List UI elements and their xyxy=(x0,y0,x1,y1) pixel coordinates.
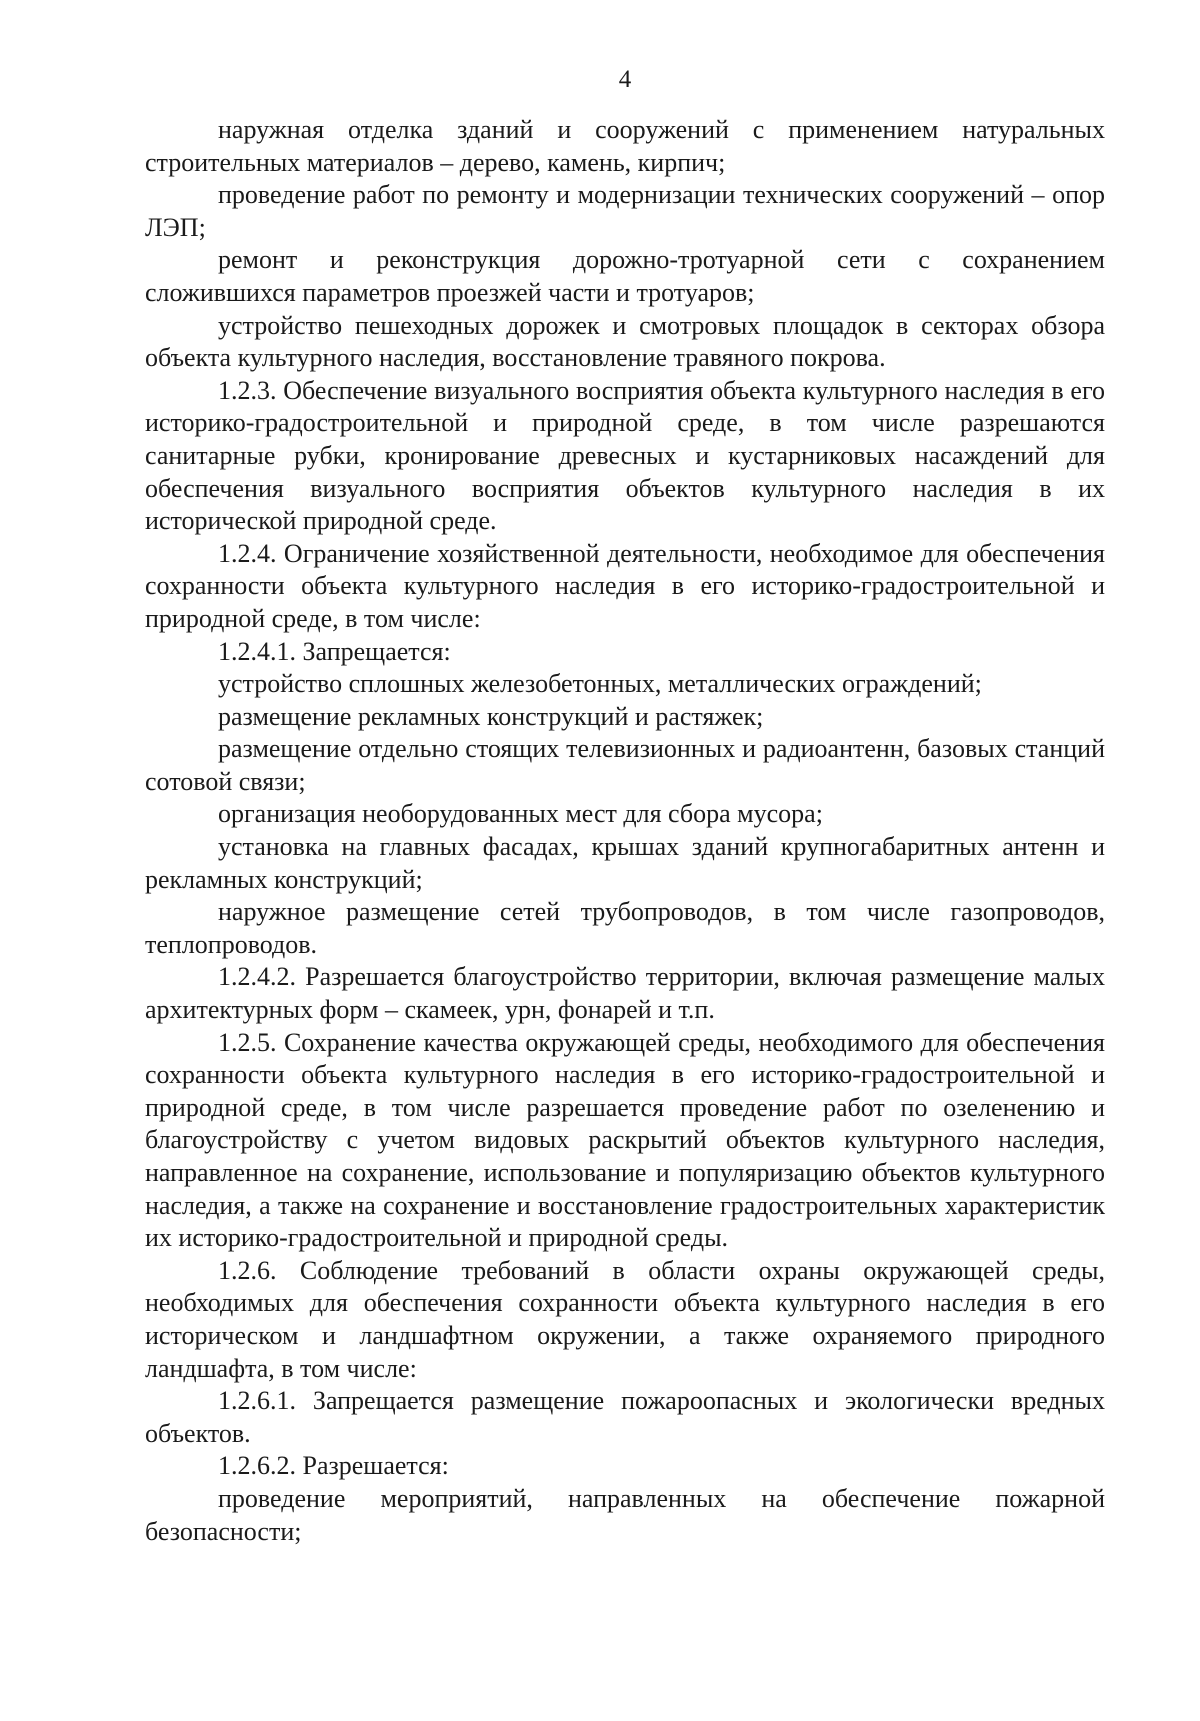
paragraph: размещение рекламных конструкций и растяжек; xyxy=(218,701,764,731)
paragraph: проведение работ по ремонту и модернизации технических сооружений – опор ЛЭП; xyxy=(145,180,1105,242)
paragraph: ремонт и реконструкция дорожно-тротуарной сети с сохранением сложившихся параметров проезжей части и тротуаров; xyxy=(145,245,1105,307)
paragraph: 1.2.4. Ограничение хозяйственной деятельности, необходимое для обеспечения сохранности объекта культурного наследия в его историко-градостроительной и природной среде, в том числе: xyxy=(145,538,1105,633)
paragraph: проведение мероприятий, направленных на обеспечение пожарной безопасности; xyxy=(145,1483,1105,1546)
page-number: 4 xyxy=(618,66,632,93)
paragraph: установка на главных фасадах, крышах зданий крупногабаритных антенн и рекламных конструкций; xyxy=(145,832,1105,894)
paragraph: 1.2.6. Соблюдение требований в области охраны окружающей среды, необходимых для обеспечения сохранности объекта культурного наследия в его историческом и ландшафтном окружении, а также охраняемого природного ландшафта, в том числе: xyxy=(145,1255,1105,1383)
paragraph: 1.2.4.2. Разрешается благоустройство территории, включая размещение малых архитектурных форм – скамеек, урн, фонарей и т.п. xyxy=(145,962,1105,1025)
paragraph: 1.2.4.1. Запрещается: xyxy=(218,636,451,666)
paragraph: наружная отделка зданий и сооружений с применением натуральных строительных материалов – дерево, камень, кирпич; xyxy=(145,115,1105,177)
document-body xyxy=(145,114,1105,1548)
paragraph: 1.2.3. Обеспечение визуального восприятия объекта культурного наследия в его историко-градостроительной и природной среде, в том числе разрешаются санитарные рубки, кронирование древесных и кустарниковых насаждений для обеспечения визуального восприятия объектов культурного наследия в их исторической природной среде. xyxy=(145,375,1105,536)
paragraph: наружное размещение сетей трубопроводов, в том числе газопроводов, теплопроводов. xyxy=(145,897,1105,959)
paragraph: 1.2.6.2. Разрешается: xyxy=(218,1451,449,1481)
paragraph: устройство пешеходных дорожек и смотровых площадок в секторах обзора объекта культурного наследия, восстановление травяного покрова. xyxy=(145,310,1105,373)
paragraph: 1.2.5. Сохранение качества окружающей среды, необходимого для обеспечения сохранности объекта культурного наследия в его историко-градостроительной и природной среде, в том числе разрешается проведение работ по озеленению и благоустройству с учетом видовых раскрытий объектов культурного наследия, направленное на сохранение, использование и популяризацию объектов культурного наследия, а также на сохранение и восстановление градостроительных характеристик их историко-градостроительной и природной среды. xyxy=(145,1027,1105,1253)
paragraph: устройство сплошных железобетонных, металлических ограждений; xyxy=(218,669,982,699)
paragraph: размещение отдельно стоящих телевизионных и радиоантенн, базовых станций сотовой связи; xyxy=(145,734,1105,796)
paragraph: организация необорудованных мест для сбора мусора; xyxy=(218,799,823,829)
paragraph: 1.2.6.1. Запрещается размещение пожароопасных и экологически вредных объектов. xyxy=(145,1386,1105,1448)
